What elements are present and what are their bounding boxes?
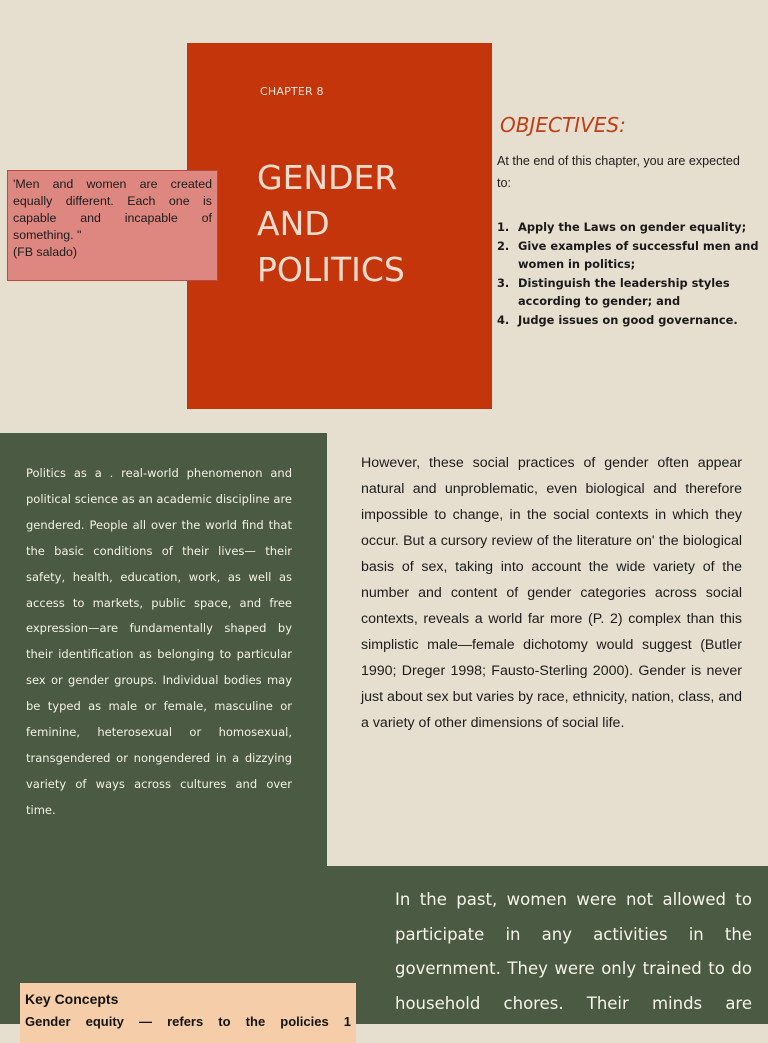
gender-practices-paragraph: However, these social practices of gender often appear natural and unproblematic, even biological and therefore impossible to change, in the social contexts in which they occur. But a cursory review of the literature on' the biological basis of sex, taking into account the wide variety of the number and content of gender categories across social contexts, reveals a world far more (P. 2) complex than this simplistic male—female dichotomy would suggest (Butler 1990; Dreger 1998; Fausto-Sterling 2000). Gender is never just about sex but varies by race, ethnicity, nation, class, and a variety of other dimensions of social life.: [361, 455, 742, 731]
key-concepts-text: Gender equity — refers to the policies 1: [25, 1014, 351, 1029]
quote-box: [7, 170, 218, 281]
objectives-heading: OBJECTIVES:: [500, 113, 626, 137]
chapter-title: [257, 155, 405, 293]
key-concepts-heading: Key Concepts: [25, 991, 119, 1007]
chapter-title-line: AND: [257, 204, 330, 243]
chapter-label: CHAPTER 8: [260, 85, 324, 98]
chapter-title-line: POLITICS: [257, 250, 405, 289]
chapter-title-line: GENDER: [257, 158, 398, 197]
objective-item: 1. Apply the Laws on gender equality;: [497, 220, 747, 234]
politics-intro-text: Politics as a . real-world phenomenon and political science as an academic discipline are gendered. People all over the world find that the basic conditions of their lives— their safety, health, education, work, as well as access to markets, public space, and free expression—are fundamentally shaped by their identification as belonging to particular sex or gender groups. Individual bodies may be typed as male or female, masculine or feminine, heterosexual or homosexual, transgendered or nongendered in a dizzying variety of ways across cultures and over time.: [26, 466, 292, 817]
chapter-title-block: [187, 43, 492, 409]
quote-text: 'Men and women are created equally different. Each one is capable and incapable of something. ": [13, 177, 212, 242]
quote-attribution: (FB salado): [13, 245, 78, 259]
history-text: In the past, women were not allowed to participate in any activities in the government. They were only trained to do household chores. Their minds are: [395, 890, 752, 1013]
objectives-intro: At the end of this chapter, you are expected to:: [497, 154, 740, 190]
objective-item: 2. Give examples of successful men and women in politics;: [497, 238, 759, 272]
objectives-list: [497, 218, 762, 330]
politics-intro-panel: [0, 433, 327, 866]
key-concepts-box: [20, 983, 356, 1043]
objective-item: 4. Judge issues on good governance.: [497, 312, 738, 327]
objective-item: 3. Distinguish the leadership styles according to gender; and: [497, 275, 730, 309]
